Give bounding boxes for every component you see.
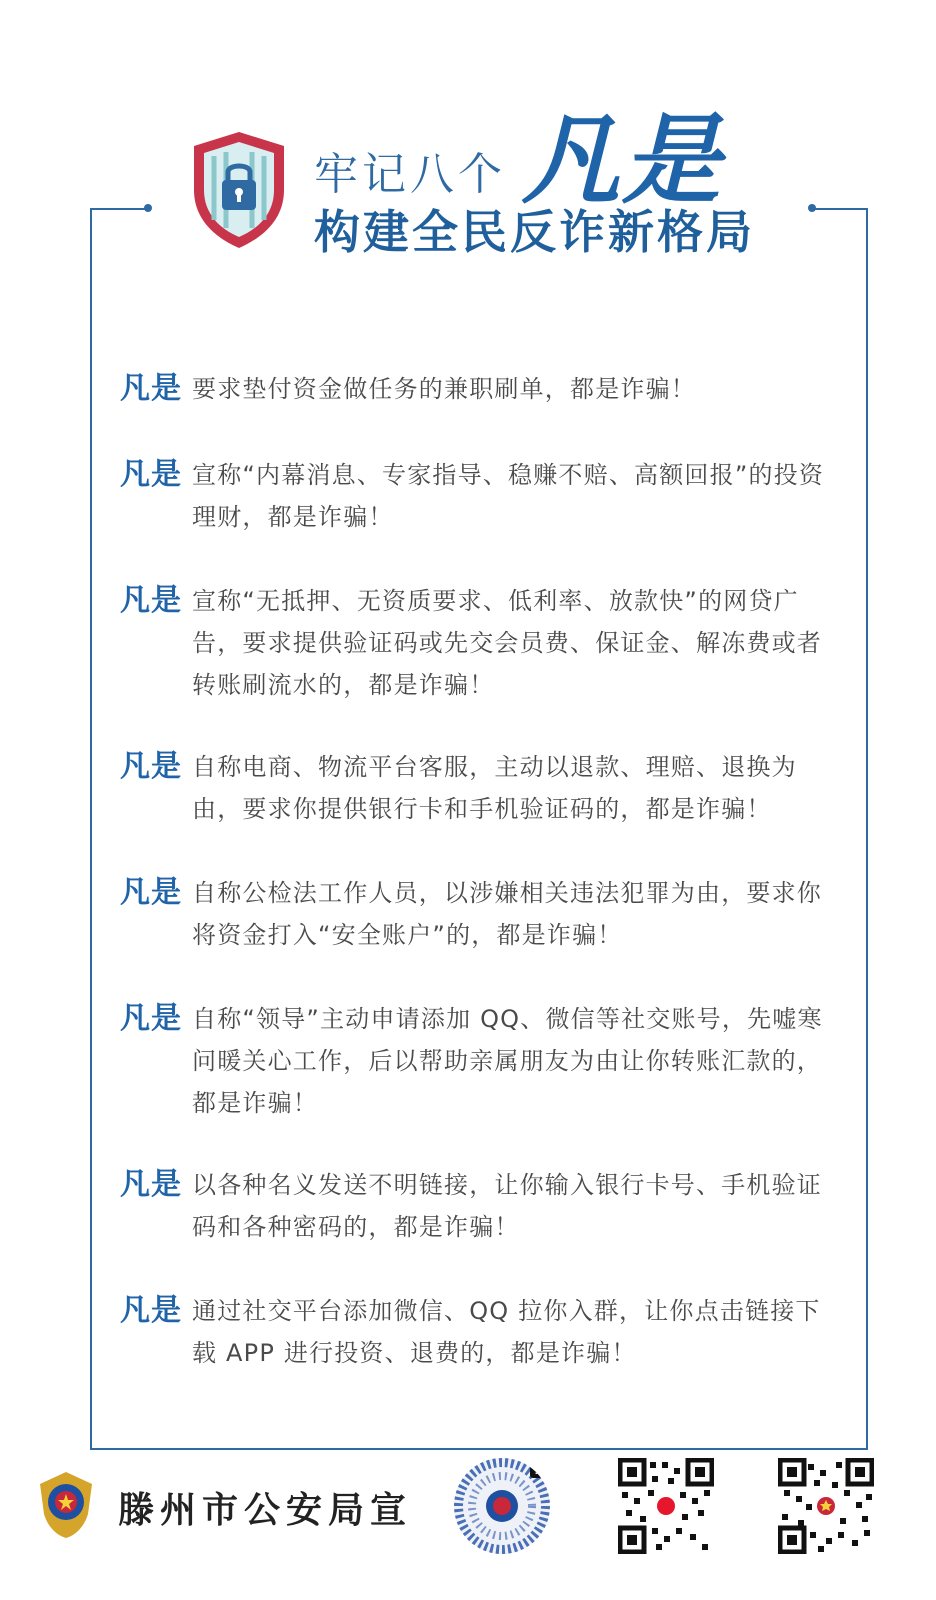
header-subtitle: 构建全民反诈新格局 (314, 205, 755, 259)
wechat-qr-code[interactable] (778, 1458, 874, 1554)
item-text: 以各种名义发送不明链接，让你输入银行卡号、手机验证码和各种密码的，都是诈骗！ (192, 1171, 822, 1241)
item-label: 凡是 (120, 1167, 182, 1202)
item-text: 自称公检法工作人员，以涉嫌相关违法犯罪为由，要求你将资金打入“安全账户”的，都是诈骗！ (192, 879, 822, 949)
frame-top-left-line (90, 208, 148, 210)
frame-dot-right (808, 204, 816, 212)
item-text: 宣称“内幕消息、专家指导、稳赚不赔、高额回报”的投资理财，都是诈骗！ (192, 461, 825, 531)
item-label: 凡是 (120, 875, 182, 910)
shield-lock-icon (188, 128, 290, 252)
item-text: 自称电商、物流平台客服，主动以退款、理赔、退换为由，要求你提供银行卡和手机验证码的，都是诈骗！ (192, 753, 797, 823)
list-item (120, 746, 830, 830)
item-label: 凡是 (120, 1293, 182, 1328)
list-item (120, 580, 830, 706)
header-big-title: 凡是 (522, 103, 723, 218)
footer (0, 1450, 936, 1600)
warning-list (120, 368, 830, 1374)
item-label: 凡是 (120, 583, 182, 618)
list-item (120, 1164, 830, 1248)
frame-dot-left (144, 204, 152, 212)
weibo-qr-code[interactable] (618, 1458, 714, 1554)
item-label: 凡是 (120, 749, 182, 784)
police-emblem-icon (36, 1470, 96, 1540)
list-item (120, 454, 830, 538)
list-item (120, 998, 830, 1124)
item-text: 通过社交平台添加微信、QQ 拉你入群，让你点击链接下载 APP 进行投资、退费的，都是诈骗！ (192, 1297, 821, 1367)
item-text: 要求垫付资金做任务的兼职刷单，都是诈骗！ (192, 375, 696, 403)
item-label: 凡是 (120, 457, 182, 492)
item-label: 凡是 (120, 1001, 182, 1036)
list-item (120, 368, 830, 410)
item-text: 宣称“无抵押、无资质要求、低利率、放款快”的网贷广告，要求提供验证码或先交会员费、保证金、解冻费或者转账刷流水的，都是诈骗！ (192, 587, 822, 699)
header-line1: 牢记八个 (314, 149, 506, 200)
frame-top-right-line (810, 208, 868, 210)
douyin-qr-code[interactable] (454, 1458, 550, 1554)
organization-name: 滕州市公安局宣 (118, 1490, 413, 1531)
list-item (120, 1290, 830, 1374)
item-label: 凡是 (120, 371, 182, 406)
item-text: 自称“领导”主动申请添加 QQ、微信等社交账号，先嘘寒问暖关心工作，后以帮助亲属朋友为由让你转账汇款的，都是诈骗！ (192, 1005, 823, 1117)
svg-text:♪: ♪ (534, 1464, 542, 1477)
list-item (120, 872, 830, 956)
